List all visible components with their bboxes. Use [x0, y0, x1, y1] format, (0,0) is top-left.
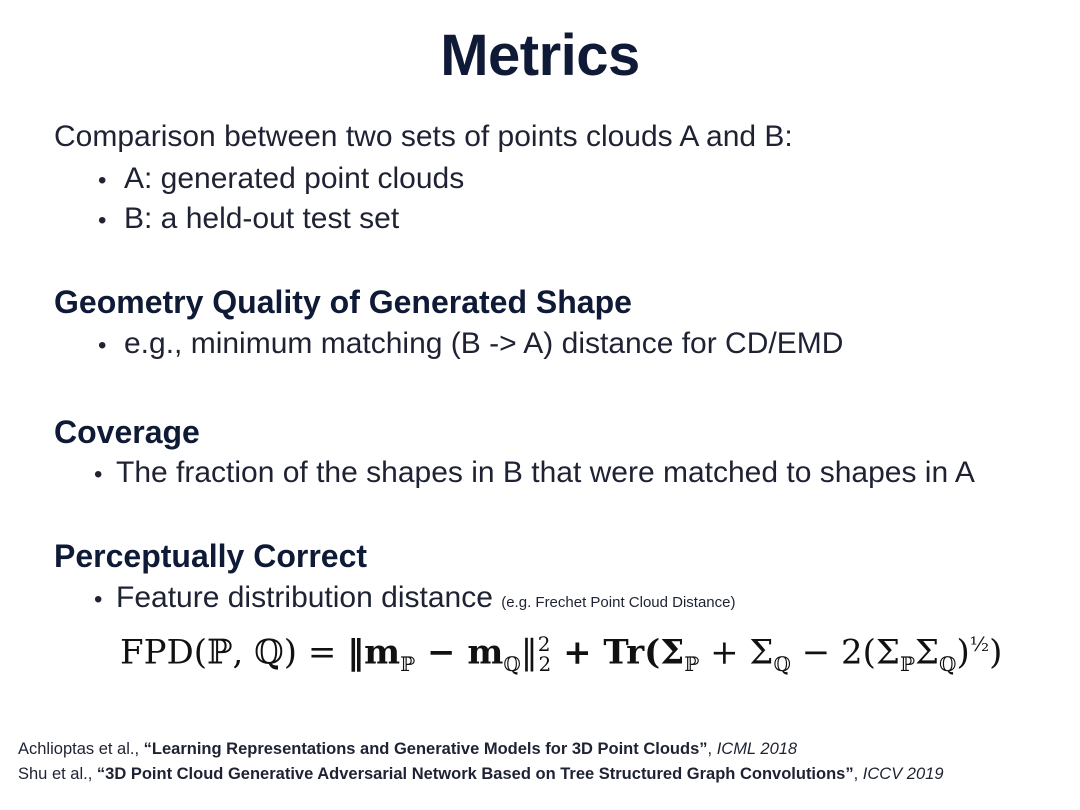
reference-venue: ICCV 2019: [862, 765, 944, 783]
reference-venue: ICML 2018: [716, 740, 798, 758]
reference-2: [18, 765, 944, 784]
reference-sep: ,: [853, 765, 863, 783]
bullet-icon: •: [94, 461, 103, 488]
heading-coverage: Coverage: [54, 414, 200, 450]
formula-plus: + Σ: [699, 632, 774, 673]
bullet-text: The fraction of the shapes in B that were matched to shapes in A: [116, 456, 975, 489]
perceptual-note: (e.g. Frechet Point Cloud Distance): [501, 594, 736, 611]
reference-sep: ,: [707, 740, 717, 758]
intro-text: Comparison between two sets of points clouds A and B:: [54, 120, 793, 153]
geometry-quality-bullet: [98, 327, 843, 361]
formula-sub-p: ℙ: [400, 652, 416, 677]
perceptual-bullet: [94, 581, 736, 615]
fpd-formula: [120, 632, 1002, 676]
formula-half: ½: [969, 632, 990, 656]
formula-sigma-q-sub-2: ℚ: [939, 652, 957, 677]
reference-title: “3D Point Cloud Generative Adversarial Network Based on Tree Structured Graph Convolutions”: [96, 765, 854, 783]
formula-sigma-p-sub-2: ℙ: [899, 652, 915, 677]
formula-norm-open: ‖m: [347, 632, 401, 673]
formula-lhs: FPD(ℙ, ℚ) =: [120, 632, 348, 673]
formula-minus: − m: [415, 632, 504, 673]
bullet-icon: •: [94, 586, 103, 613]
reference-authors: Shu et al.,: [18, 765, 97, 783]
bullet-text: e.g., minimum matching (B -> A) distance for CD/EMD: [124, 327, 844, 360]
bullet-text: A: generated point clouds: [124, 162, 465, 195]
formula-sigma-p-sub: ℙ: [684, 652, 700, 677]
slide-title: Metrics: [440, 23, 640, 88]
bullet-text: B: a held-out test set: [124, 202, 400, 235]
bullet-icon: •: [98, 207, 107, 234]
bullet-icon: •: [98, 332, 107, 359]
reference-title: “Learning Representations and Generative Models for 3D Point Clouds”: [143, 740, 708, 758]
formula-sigma-q: Σ: [914, 632, 940, 673]
formula-norm-close: ‖: [520, 632, 538, 673]
formula-sup-2: 2: [537, 632, 551, 656]
formula-tr: + Tr(Σ: [551, 632, 685, 673]
formula-end: ): [989, 632, 1003, 673]
formula-sub-q: ℚ: [503, 652, 521, 677]
heading-perceptually-correct: Perceptually Correct: [54, 538, 368, 574]
intro-bullet-a: [98, 162, 464, 196]
intro-bullet-b: [98, 202, 399, 236]
formula-close: ): [956, 632, 970, 673]
formula-sub-2: 2: [538, 652, 552, 677]
reference-1: [18, 740, 797, 759]
reference-authors: Achlioptas et al.,: [18, 740, 144, 758]
bullet-icon: •: [98, 167, 107, 194]
formula-minus2: − 2(Σ: [790, 632, 900, 673]
coverage-bullet: [94, 456, 975, 490]
heading-geometry-quality: Geometry Quality of Generated Shape: [54, 284, 632, 320]
formula-sigma-q-sub: ℚ: [773, 652, 791, 677]
bullet-text: Feature distribution distance: [116, 581, 493, 614]
